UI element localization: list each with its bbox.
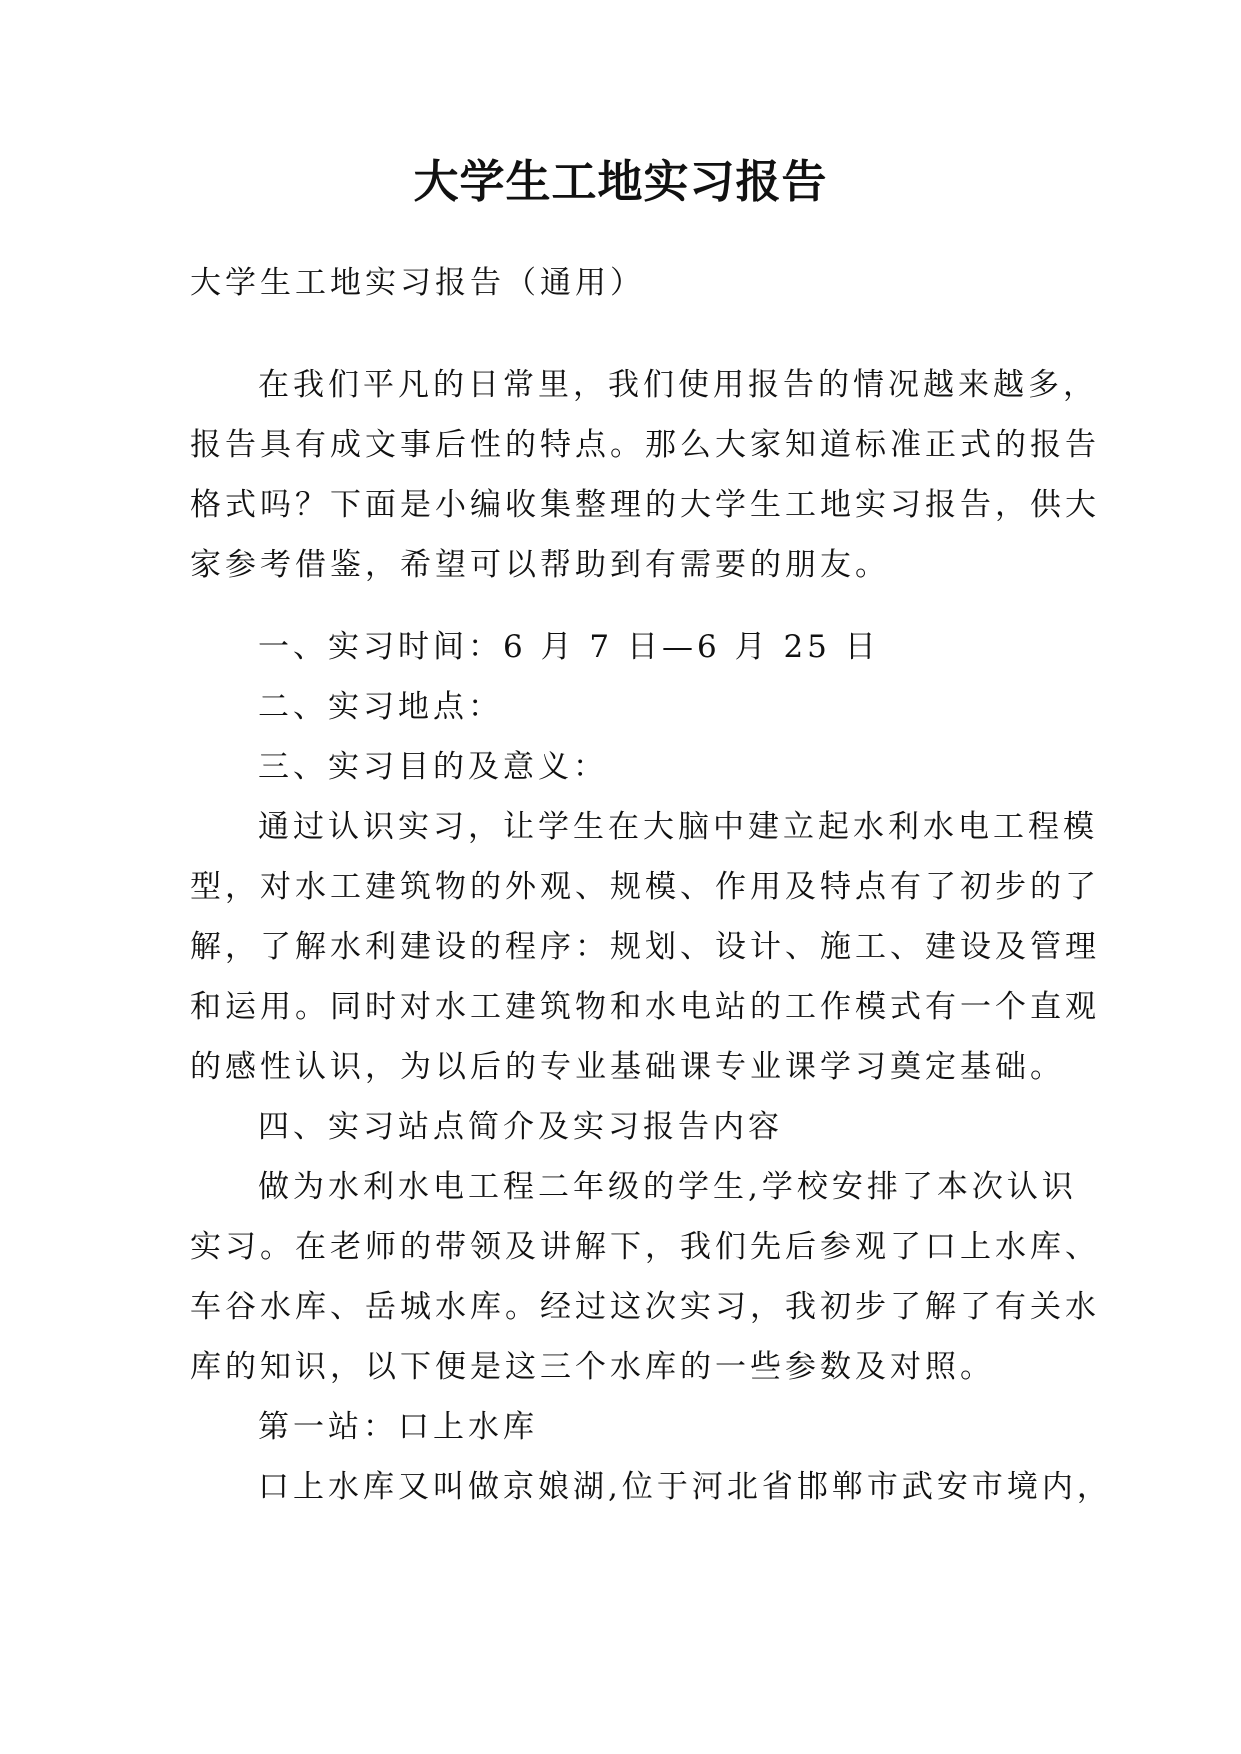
purpose-line-3: 解，了解水利建设的程序：规划、设计、施工、建设及管理 [190, 929, 1100, 965]
visit-line-2: 实习。在老师的带领及讲解下，我们先后参观了口上水库、 [190, 1229, 1100, 1265]
section-heading-stations: 四、实习站点简介及实习报告内容 [258, 1109, 783, 1145]
subtitle-line: 大学生工地实习报告（通用） [190, 265, 645, 301]
purpose-line-1: 通过认识实习，让学生在大脑中建立起水利水电工程模 [258, 809, 1098, 845]
intro-paragraph [190, 355, 1100, 595]
visit-line-3: 车谷水库、岳城水库。经过这次实习，我初步了解了有关水 [190, 1289, 1100, 1325]
document-title: 大学生工地实习报告 [413, 155, 828, 208]
purpose-line-2: 型，对水工建筑物的外观、规模、作用及特点有了初步的了 [190, 869, 1100, 905]
section-heading-purpose: 三、实习目的及意义： [258, 749, 608, 785]
document-subtitle [190, 253, 1070, 313]
intro-line-2: 报告具有成文事后性的特点。那么大家知道标准正式的报告 [190, 427, 1100, 463]
station-heading-1: 第一站：口上水库 [258, 1409, 538, 1445]
visit-line-1: 做为水利水电工程二年级的学生,学校安排了本次认识 [258, 1169, 1077, 1205]
station-1-line-1: 口上水库又叫做京娘湖,位于河北省邯郸市武安市境内， [258, 1469, 1112, 1505]
section-heading-time: 一、实习时间：6 月 7 日—6 月 25 日 [258, 629, 880, 665]
body-sections [190, 617, 1112, 1517]
intro-line-4: 家参考借鉴，希望可以帮助到有需要的朋友。 [190, 547, 890, 583]
section-heading-location: 二、实习地点： [258, 689, 503, 725]
visit-line-4: 库的知识，以下便是这三个水库的一些参数及对照。 [190, 1349, 995, 1385]
intro-line-1: 在我们平凡的日常里，我们使用报告的情况越来越多， [258, 367, 1098, 403]
purpose-line-5: 的感性认识，为以后的专业基础课专业课学习奠定基础。 [190, 1049, 1065, 1085]
intro-line-3: 格式吗？下面是小编收集整理的大学生工地实习报告，供大 [190, 487, 1100, 523]
purpose-line-4: 和运用。同时对水工建筑物和水电站的工作模式有一个直观 [190, 989, 1100, 1025]
